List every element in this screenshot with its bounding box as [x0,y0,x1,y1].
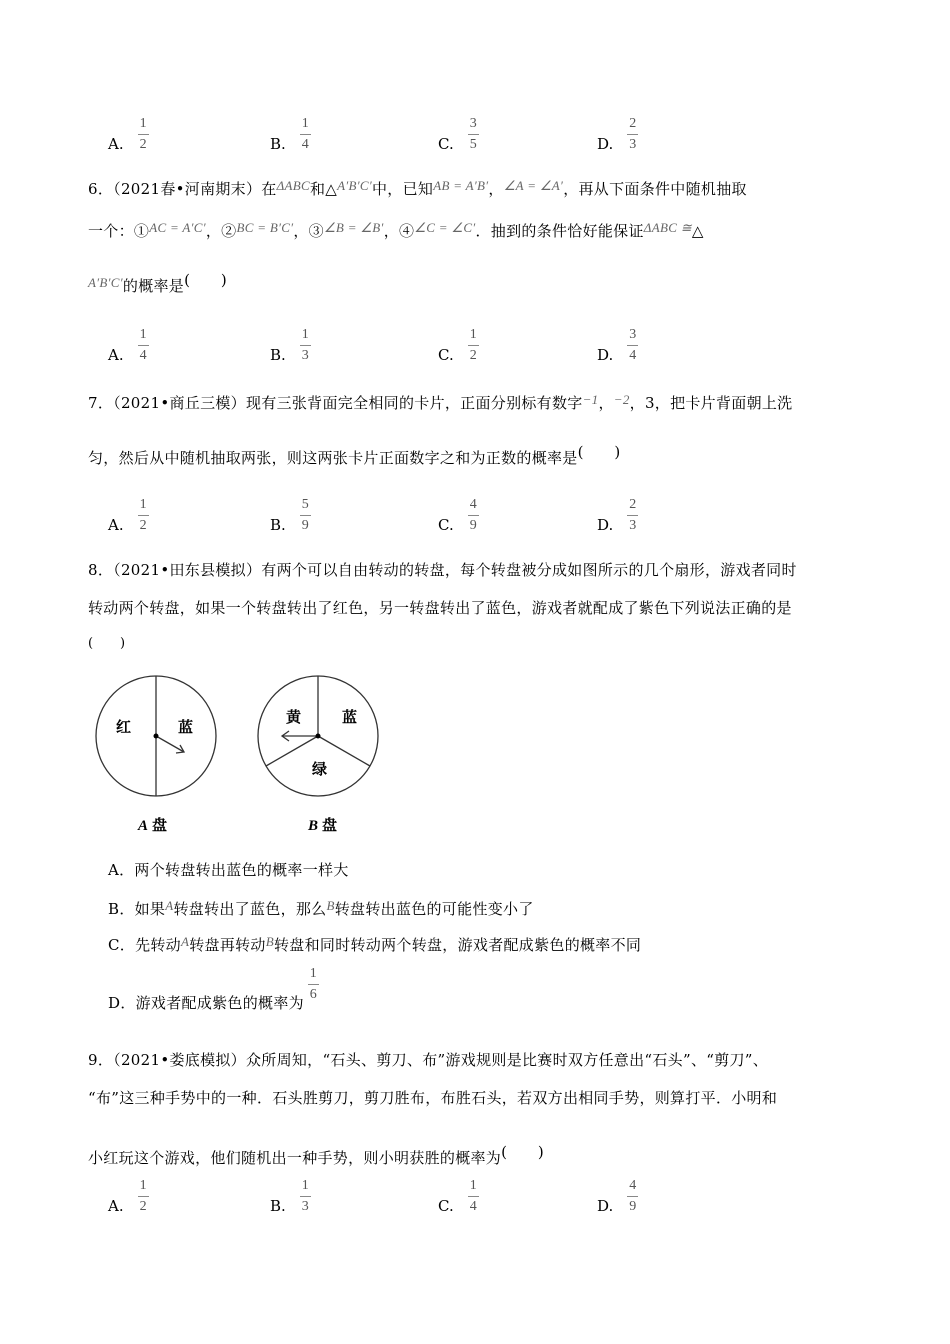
option-fraction: $\frac{1}{2}$ [469,327,477,363]
option-fraction: $\frac{1}{2}$ [139,116,147,152]
option-label: D. [597,346,614,364]
q5-option-c[interactable] [438,116,479,153]
q6-option-d[interactable] [597,327,638,364]
q8-option-d[interactable]: D．游戏者配成紫色的概率为 $\frac{1}{6}$ [108,966,318,1012]
spinner-a-pivot [154,734,159,739]
spinner-figure [90,670,390,840]
q6-option-c[interactable] [438,327,479,364]
q8-option-a[interactable]: A．两个转盘转出蓝色的概率一样大 [108,861,349,879]
q9-line2: “布”这三种手势中的一种．石头胜剪刀，剪刀胜布，布胜石头，若双方出相同手势，则算打平．小明和 [88,1089,778,1107]
q8-line1: 8．（2021•田东县模拟）有两个可以自由转动的转盘，每个转盘被分成如图所示的几个扇形，游戏者同时 [88,561,797,579]
spinner-b-pivot [316,734,321,739]
option-fraction: $\frac{1}{4}$ [139,327,147,363]
q8-option-c[interactable]: C．先转动A转盘再转动B转盘和同时转动两个转盘，游戏者配成紫色的概率不同 [108,934,642,954]
option-label: C. [438,135,454,153]
b-green-label: 绿 [312,760,328,778]
q6-line3: A′B′C′的概率是( ) [88,271,227,295]
option-fraction: $\frac{3}{5}$ [469,116,477,152]
q9-line1: 9．（2021•娄底模拟）众所周知，“石头、剪刀、布”游戏规则是比赛时双方任意出“石头”、“剪刀”、 [88,1051,769,1069]
option-label: A. [108,346,124,364]
q7-line2: 匀，然后从中随机抽取两张，则这两张卡片正面数字之和为正数的概率是( ) [88,443,621,467]
option-label: C. [438,346,454,364]
option-fraction: $\frac{1}{3}$ [301,1178,309,1214]
option-fraction: $\frac{5}{9}$ [301,497,309,533]
q5-option-b[interactable] [270,116,311,153]
option-fraction: $\frac{4}{9}$ [629,1178,637,1214]
option-label: B. [270,1197,286,1215]
option-fraction: $\frac{1}{4}$ [301,116,309,152]
q9-line3: 小红玩这个游戏，他们随机出一种手势，则小明获胜的概率为( ) [88,1143,545,1167]
option-fraction: $\frac{1}{2}$ [139,1178,147,1214]
option-label: A. [108,1197,124,1215]
b-blue-label: 蓝 [342,708,358,726]
b-yellow-label: 黄 [286,708,302,726]
option-fraction: $\frac{4}{9}$ [469,497,477,533]
option-label: B. [270,135,286,153]
q8-paren: ( ) [88,636,126,651]
option-label: A. [108,516,124,534]
q6-option-a[interactable] [108,327,149,364]
q7-option-b[interactable] [270,497,311,534]
option-label: C. [438,516,454,534]
q5-option-d[interactable] [597,116,638,153]
option-fraction: $\frac{1}{4}$ [469,1178,477,1214]
q7-option-c[interactable] [438,497,479,534]
option-fraction: $\frac{2}{3}$ [629,497,637,533]
q8-option-d-fraction: $\frac{1}{6}$ [309,966,318,1002]
a-red-label: 红 [116,718,132,736]
option-label: B. [270,346,286,364]
q5-option-a[interactable] [108,116,149,153]
option-label: B. [270,516,286,534]
a-blue-label: 蓝 [178,718,194,736]
option-label: C. [438,1197,454,1215]
option-label: D. [597,135,614,153]
option-label: D. [597,1197,614,1215]
q7-line1: 7．（2021•商丘三模）现有三张背面完全相同的卡片，正面分别标有数字−1，−2，3，把卡片背面朝上洗 [88,392,793,412]
q7-option-a[interactable] [108,497,149,534]
a-caption-letter: A [138,818,149,834]
a-caption: 盘 [152,816,168,834]
q9-option-c[interactable] [438,1178,479,1215]
b-caption-letter: B [308,818,319,834]
option-label: D. [597,516,614,534]
q9-option-b[interactable] [270,1178,311,1215]
option-fraction: $\frac{1}{3}$ [301,327,309,363]
option-fraction: $\frac{2}{3}$ [629,116,637,152]
option-fraction: $\frac{3}{4}$ [629,327,637,363]
q6-line1: 6．（2021春•河南期末）在ΔABC和△A′B′C′中，已知AB = A′B′，∠A = ∠A′，再从下面条件中随机抽取 [88,178,747,198]
option-fraction: $\frac{1}{2}$ [139,497,147,533]
b-caption: 盘 [322,816,338,834]
q8-line2: 转动两个转盘，如果一个转盘转出了红色，另一转盘转出了蓝色，游戏者就配成了紫色下列说法正确的是 [88,599,792,617]
option-label: A. [108,135,124,153]
q7-option-d[interactable] [597,497,638,534]
q9-option-a[interactable] [108,1178,149,1215]
q9-option-d[interactable] [597,1178,638,1215]
q6-option-b[interactable] [270,327,311,364]
q8-option-b[interactable]: B．如果A转盘转出了蓝色，那么B转盘转出蓝色的可能性变小了 [108,898,534,918]
q6-line2: 一个：①AC = A′C′，②BC = B′C′，③∠B = ∠B′，④∠C = ∠C′．抽到的条件恰好能保证ΔABC ≅△ [88,220,704,240]
